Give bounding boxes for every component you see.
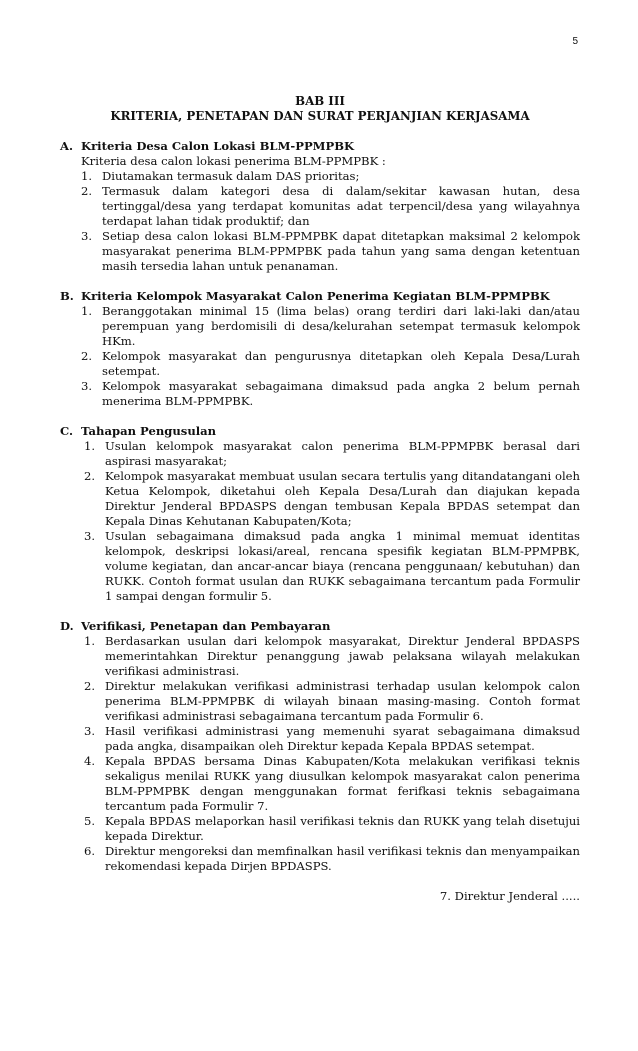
item-text: Setiap desa calon lokasi BLM-PPMPBK dapat ditetapkan maksimal 2 kelompok masyarakat penerima BLM-PPMPBK pada tahun yang sama dengan ketentuan masih tersedia lahan untuk penanaman. [102,229,580,273]
item-number: 3. [81,229,93,243]
item-text: Beranggotakan minimal 15 (lima belas) orang terdiri dari laki-laki dan/atau perempuan yang berdomisili di desa/kelurahan setempat termasuk kelompok HKm. [102,304,580,348]
chapter-number: BAB III [295,94,345,108]
section-title-text: Verifikasi, Penetapan dan Pembayaran [81,619,331,633]
item-text: Kepala BPDAS melaporkan hasil verifikasi teknis dan RUKK yang telah disetujui kepada Direktur. [105,814,580,843]
page-number: 5 [572,36,578,47]
document-body [60,94,580,904]
chapter-title: KRITERIA, PENETAPAN DAN SURAT PERJANJIAN KERJASAMA [110,109,530,123]
chapter-heading [60,94,580,124]
item-number: 6. [84,844,96,858]
item-number: 1. [81,169,93,183]
list-item [81,379,580,409]
item-list [81,439,580,604]
section-title-text: Tahapan Pengusulan [81,424,217,438]
list-item [81,184,580,229]
item-text: Termasuk dalam kategori desa di dalam/sekitar kawasan hutan, desa tertinggal/desa yang terdapat komunitas adat terpencil/desa yang wilayahnya terdapat lahan tidak produktif; dan [102,184,580,228]
list-item [81,844,580,874]
list-item [81,724,580,754]
list-item [81,754,580,814]
list-item [81,229,580,274]
item-number: 1. [81,304,93,318]
item-number: 3. [84,529,96,543]
item-number: 4. [84,754,96,768]
list-item [81,349,580,379]
item-text: Direktur melakukan verifikasi administrasi terhadap usulan kelompok calon penerima BLM-PPMPBK di wilayah binaan masing-masing. Contoh format verifikasi administrasi sebagaimana tercantum pada Formulir 6. [105,679,580,723]
item-number: 1. [84,634,96,648]
item-text: Usulan kelompok masyarakat calon penerima BLM-PPMPBK berasal dari aspirasi masyarakat; [105,439,580,468]
section-title [60,139,580,154]
item-text: Kelompok masyarakat membuat usulan secara tertulis yang ditandatangani oleh Ketua Kelompok, diketahui oleh Kepala Desa/Lurah dan diajukan kepada Direktur Jenderal BPDASPS dengan tembusan Kepala BPDAS setempat dan Kepala Dinas Kehutanan Kabupaten/Kota; [105,469,580,528]
list-item [81,169,580,184]
section-letter: A. [60,139,74,153]
item-text: Hasil verifikasi administrasi yang memenuhi syarat sebagaimana dimaksud pada angka, disampaikan oleh Direktur kepada Kepala BPDAS setempat. [105,724,580,753]
item-text: Berdasarkan usulan dari kelompok masyarakat, Direktur Jenderal BPDASPS memerintahkan Direktur penanggung jawab pelaksana wilayah melakukan verifikasi administrasi. [105,634,580,678]
item-text: Diutamakan termasuk dalam DAS prioritas; [102,169,360,183]
section-title [60,619,580,634]
item-number: 5. [84,814,96,828]
item-text: Kepala BPDAS bersama Dinas Kabupaten/Kota melakukan verifikasi teknis sekaligus menilai RUKK yang diusulkan kelompok masyarakat calon penerima BLM-PPMPBK dengan menggunakan format ferifkasi teknis sebagaimana tercantum pada Formulir 7. [105,754,580,813]
list-item [81,304,580,349]
section-title-text: Kriteria Kelompok Masyarakat Calon Penerima Kegiatan BLM-PPMPBK [81,289,550,303]
item-number: 2. [81,349,93,363]
section-c [60,424,580,604]
continuation-text: 7. Direktur Jenderal ..... [439,889,580,903]
item-number: 1. [84,439,96,453]
item-number: 2. [81,184,93,198]
item-list [81,304,580,409]
section-letter: C. [60,424,74,438]
item-text: Direktur mengoreksi dan memfinalkan hasil verifikasi teknis dan menyampaikan rekomendasi kepada Dirjen BPDASPS. [105,844,580,873]
section-title-text: Kriteria Desa Calon Lokasi BLM-PPMPBK [81,139,355,153]
section-letter: B. [60,289,74,303]
list-item [81,529,580,604]
item-number: 2. [84,469,96,483]
item-number: 3. [84,724,96,738]
item-number: 2. [84,679,96,693]
section-a [60,139,580,274]
item-text: Kelompok masyarakat dan pengurusnya ditetapkan oleh Kepala Desa/Lurah setempat. [102,349,580,378]
section-b [60,289,580,409]
list-item [81,679,580,724]
section-letter: D. [60,619,74,633]
item-text: Usulan sebagaimana dimaksud pada angka 1 minimal memuat identitas kelompok, deskripsi lokasi/areal, rencana spesifik kegiatan BLM-PPMPBK, volume kegiatan, dan ancar-ancar biaya (rencana penggunaan/ kebutuhan) dan RUKK. Contoh format usulan dan RUKK sebagaimana tercantum pada Formulir 1 sampai dengan formulir 5. [105,529,580,603]
item-number: 3. [81,379,93,393]
item-list [81,634,580,874]
list-item [81,439,580,469]
list-item [81,634,580,679]
section-d [60,619,580,874]
section-title [60,424,580,439]
section-title [60,289,580,304]
list-item [81,469,580,529]
item-list [81,169,580,274]
item-text: Kelompok masyarakat sebagaimana dimaksud pada angka 2 belum pernah menerima BLM-PPMPBK. [102,379,580,408]
list-item [81,814,580,844]
section-intro: Kriteria desa calon lokasi penerima BLM-PPMPBK : [81,154,386,168]
